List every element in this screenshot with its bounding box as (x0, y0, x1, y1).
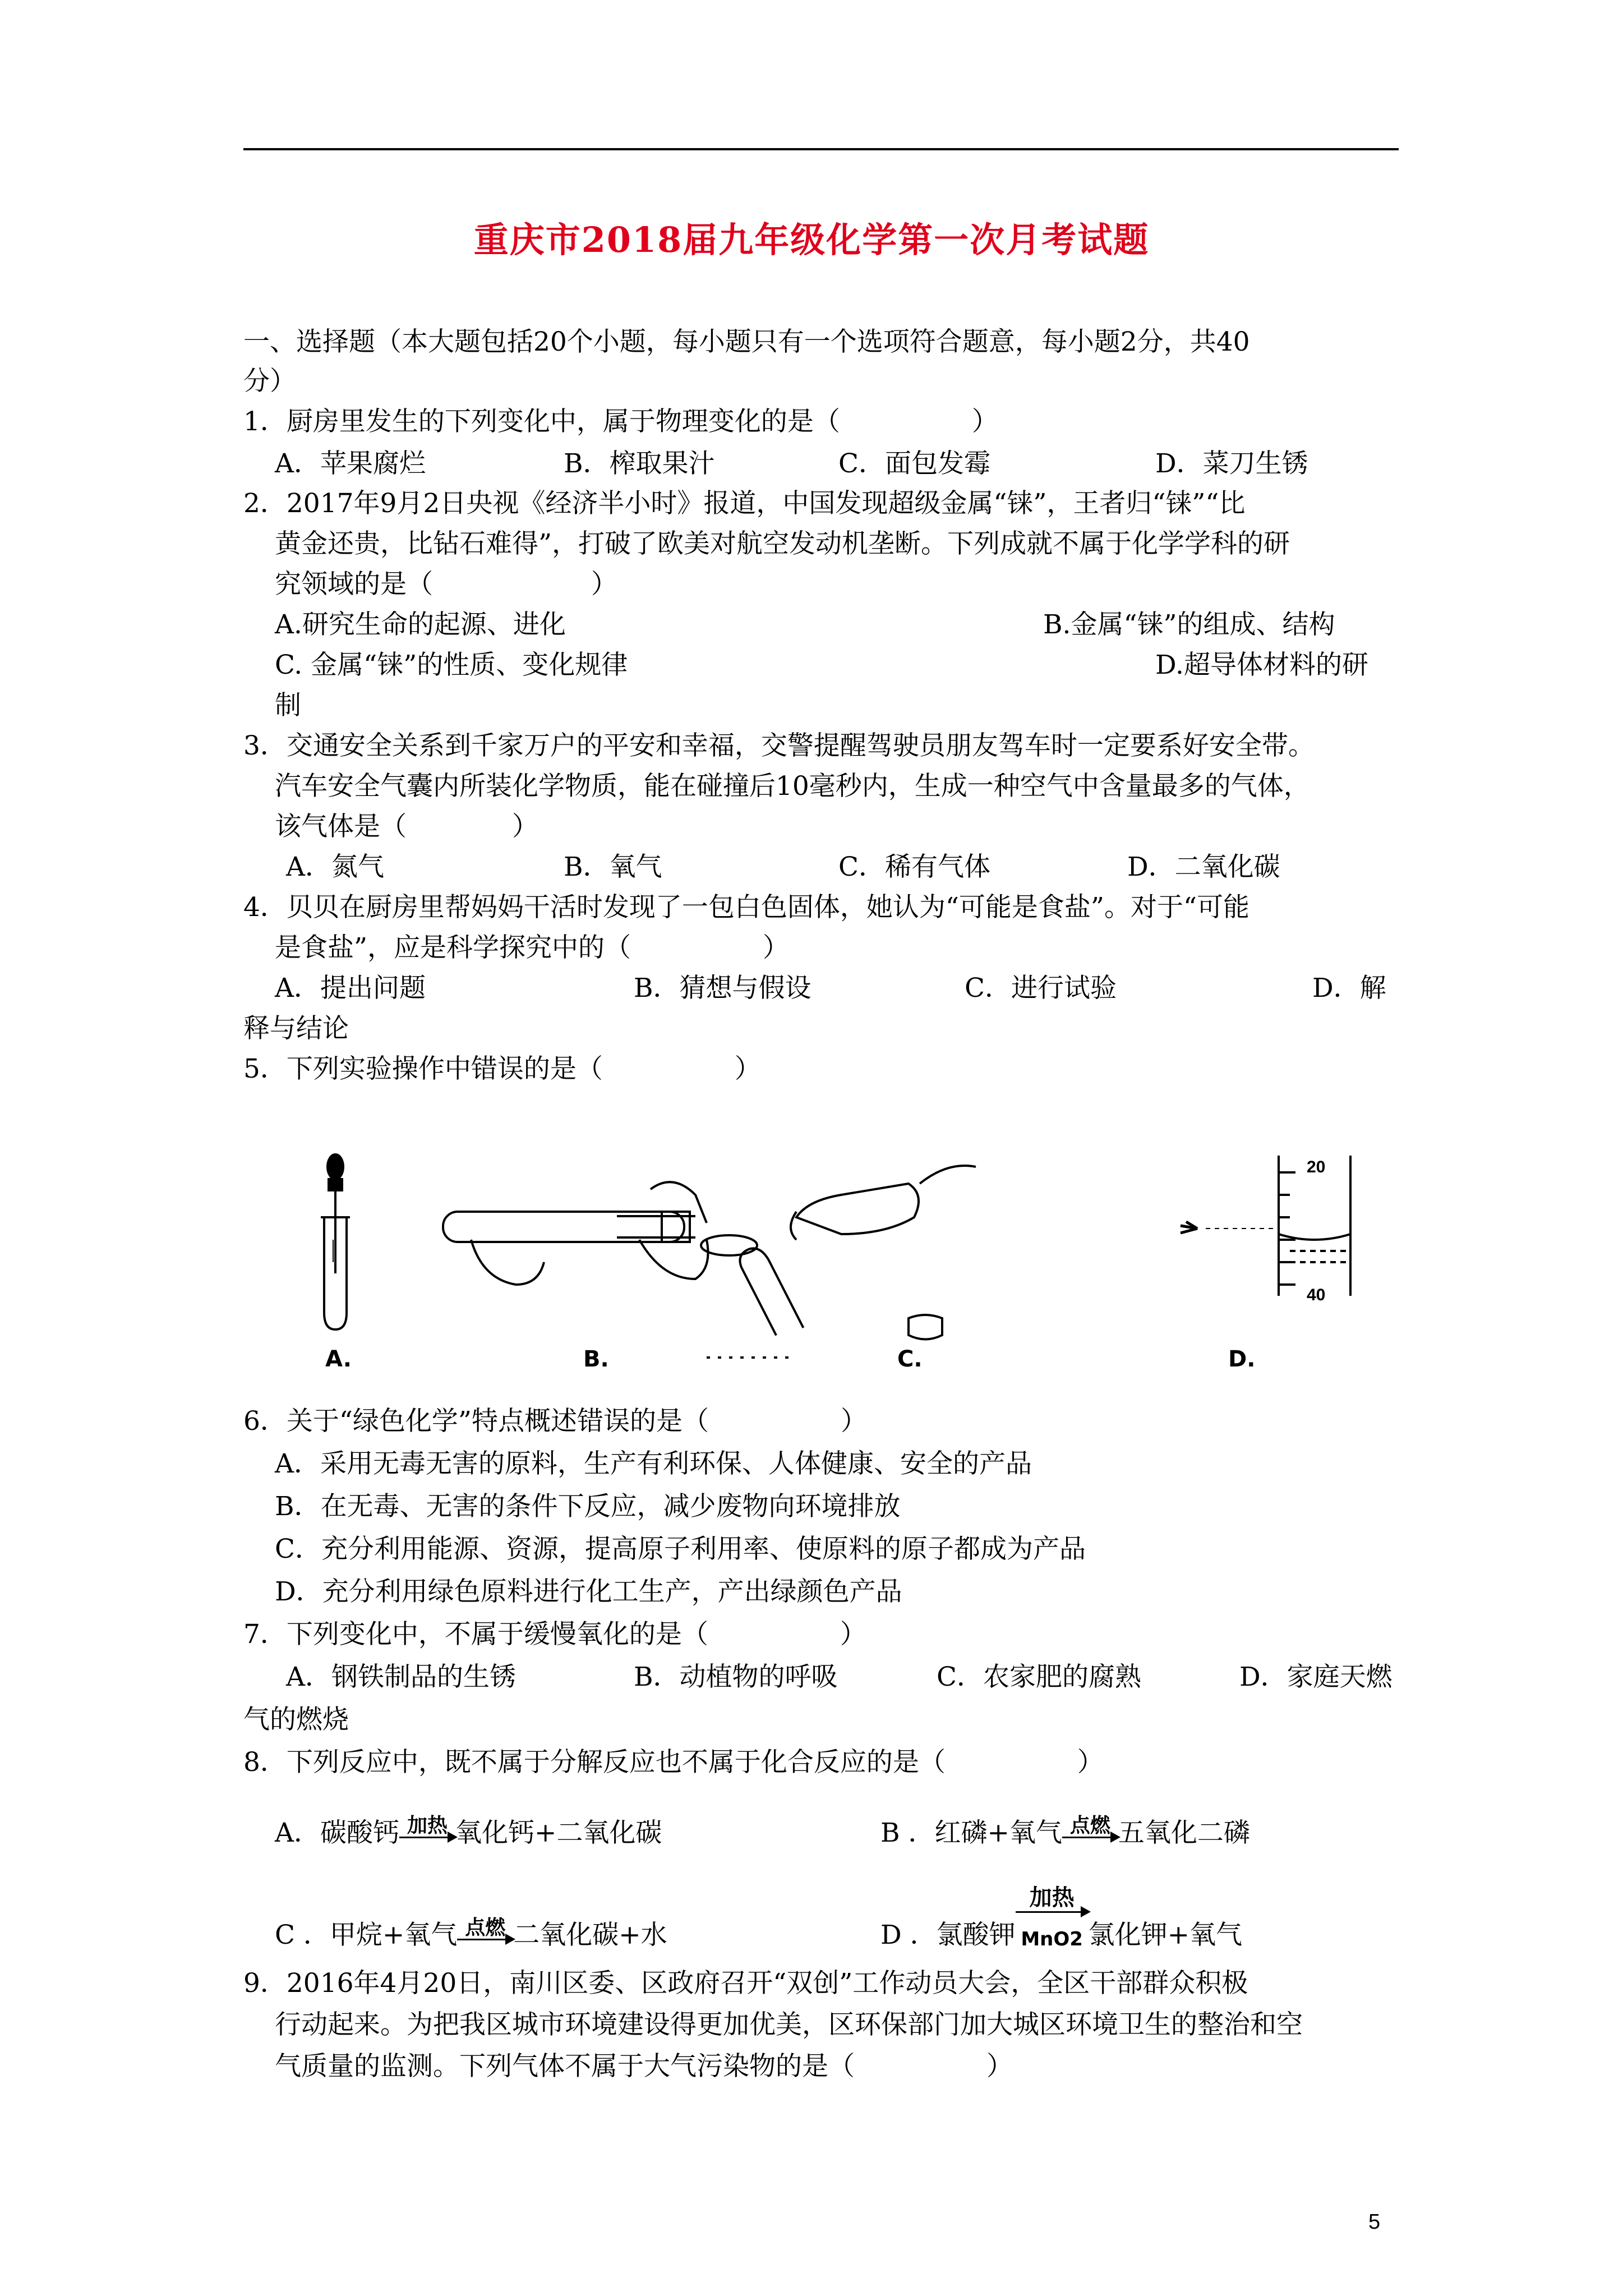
figure-b-connecting-tube (443, 1182, 708, 1285)
q8-b-reactant: B ．红磷+氧气 (880, 1818, 1062, 1848)
q3-stem-line2: 汽车安全气囊内所装化学物质，能在碰撞后10毫秒内，生成一种空气中含量最多的气体， (275, 771, 1310, 802)
q8-option-a (275, 1816, 662, 1850)
q6-option-a: A．采用无毒无害的原料，生产有利环保、人体健康、安全的产品 (275, 1448, 1032, 1479)
q8-a-product: 氧化钙+二氧化碳 (455, 1818, 662, 1848)
q8-a-condition: 加热 (407, 1814, 448, 1837)
q1-stem: 1．厨房里发生的下列变化中，属于物理变化的是（ ） (243, 406, 998, 437)
q4-stem-line2: 是食盐”，应是科学探究中的（ ） (275, 932, 790, 963)
q8-b-product: 五氧化二磷 (1118, 1818, 1250, 1848)
q2-option-a: A.研究生命的起源、进化 (275, 609, 566, 640)
q6-option-d: D．充分利用绿色原料进行化工生产，产出绿颜色产品 (275, 1576, 902, 1607)
section-heading-line2: 分） (243, 366, 296, 397)
q3-option-c: C．稀有气体 (838, 852, 990, 882)
q4-option-d-continued: 释与结论 (243, 1013, 349, 1044)
q2-stem-line1: 2．2017年9月2日央视《经济半小时》报道，中国发现超级金属“铼”，王者归“铼”“比 (243, 488, 1246, 519)
figure-label-b: B. (583, 1346, 609, 1372)
figure-label-c: C. (897, 1346, 923, 1372)
q4-option-b: B．猜想与假设 (634, 973, 811, 1004)
q4-option-d: D．解 (1312, 973, 1386, 1004)
q8-c-condition: 点燃 (465, 1916, 506, 1939)
q8-b-condition: 点燃 (1069, 1814, 1110, 1837)
q3-option-a: A．氮气 (286, 852, 384, 882)
q2-option-c: C. 金属“铼”的性质、变化规律 (275, 650, 628, 680)
reaction-arrow-b (1062, 1814, 1118, 1849)
q8-stem: 8．下列反应中，既不属于分解反应也不属于化合反应的是（ ） (243, 1747, 1104, 1778)
q3-option-d: D．二氧化碳 (1127, 852, 1280, 882)
q2-option-d: D.超导体材料的研 (1155, 650, 1368, 680)
q8-d-condition-top: 加热 (1029, 1884, 1075, 1911)
q7-option-d: D．家庭天燃 (1239, 1662, 1393, 1692)
q4-option-a: A．提出问题 (275, 973, 426, 1004)
cylinder-mark-top: 20 (1307, 1158, 1326, 1176)
q8-c-product: 二氧化碳+水 (513, 1920, 667, 1950)
q9-stem-line1: 9．2016年4月20日，南川区委、区政府召开“双创”工作动员大会，全区干部群众积极 (243, 1968, 1248, 1999)
page-title: 重庆市2018届九年级化学第一次月考试题 (473, 219, 1150, 260)
q4-stem-line1: 4．贝贝在厨房里帮妈妈干活时发现了一包白色固体，她认为“可能是食盐”。对于“可能 (243, 892, 1249, 923)
q8-d-reactant: D ．氯酸钾 (880, 1920, 1016, 1950)
figure-c-pouring-liquid (701, 1166, 976, 1358)
q7-stem: 7．下列变化中，不属于缓慢氧化的是（ ） (243, 1619, 866, 1650)
q5-figures (303, 1150, 1413, 1386)
section-heading-line1: 一、选择题（本大题包括20个小题，每小题只有一个选项符合题意，每小题2分，共40 (243, 326, 1250, 357)
q3-stem-line3: 该气体是（ ） (275, 811, 538, 842)
q3-stem-line1: 3．交通安全关系到千家万户的平安和幸福，交警提醒驾驶员朋友驾车时一定要系好安全带。 (243, 730, 1315, 761)
q8-d-catalyst: MnO2 (1021, 1928, 1083, 1950)
q6-stem: 6．关于“绿色化学”特点概述错误的是（ ） (243, 1406, 867, 1437)
header-rule (243, 148, 1399, 150)
q4-option-c: C．进行试验 (965, 973, 1117, 1004)
q8-option-d (880, 1884, 1243, 1954)
q7-option-a: A．钢铁制品的生锈 (286, 1662, 516, 1692)
q9-stem-line2: 行动起来。为把我区城市环境建设得更加优美，区环保部门加大城区环境卫生的整治和空 (275, 2009, 1303, 2040)
q1-option-a: A．苹果腐烂 (275, 448, 426, 479)
q1-option-c: C．面包发霉 (838, 448, 990, 479)
q9-stem-line3: 气质量的监测。下列气体不属于大气污染物的是（ ） (275, 2051, 1013, 2082)
q8-d-product: 氯化钾+氧气 (1088, 1920, 1243, 1950)
q8-c-reactant: C ．甲烷+氧气 (275, 1920, 458, 1950)
page-number: 5 (1368, 2210, 1381, 2234)
cylinder-mark-bottom: 40 (1307, 1286, 1326, 1304)
q5-stem: 5．下列实验操作中错误的是（ ） (243, 1053, 761, 1084)
q1-option-b: B．榨取果汁 (564, 448, 715, 479)
figure-d-reading-cylinder (1181, 1156, 1350, 1296)
q1-option-d: D．菜刀生锈 (1155, 448, 1308, 479)
q2-stem-line2: 黄金还贵，比钻石难得”，打破了欧美对航空发动机垄断。下列成就不属于化学学科的研 (275, 528, 1290, 559)
q8-option-b (880, 1816, 1250, 1850)
figure-label-a: A. (325, 1346, 352, 1372)
q6-option-c: C．充分利用能源、资源，提高原子利用率、使原料的原子都成为产品 (275, 1534, 1086, 1565)
q2-stem-line3: 究领域的是（ ） (275, 569, 617, 600)
q7-option-c: C．农家肥的腐熟 (937, 1662, 1141, 1692)
figure-a-dropper-in-tube (321, 1154, 350, 1329)
reaction-arrow-c (457, 1916, 513, 1951)
q7-option-d-continued: 气的燃烧 (243, 1704, 349, 1735)
q7-option-b: B．动植物的呼吸 (634, 1662, 838, 1692)
reaction-arrow-a (399, 1814, 455, 1849)
q8-option-c (275, 1918, 667, 1952)
q6-option-b: B．在无毒、无害的条件下反应，减少废物向环境排放 (275, 1491, 901, 1522)
figure-label-d: D. (1228, 1346, 1256, 1372)
q2-option-d-continued: 制 (275, 690, 301, 721)
reaction-arrow-d (1016, 1884, 1089, 1954)
q2-option-b: B.金属“铼”的组成、结构 (1043, 609, 1335, 640)
q8-a-reactant: A．碳酸钙 (275, 1818, 399, 1848)
q3-option-b: B．氧气 (564, 852, 662, 882)
